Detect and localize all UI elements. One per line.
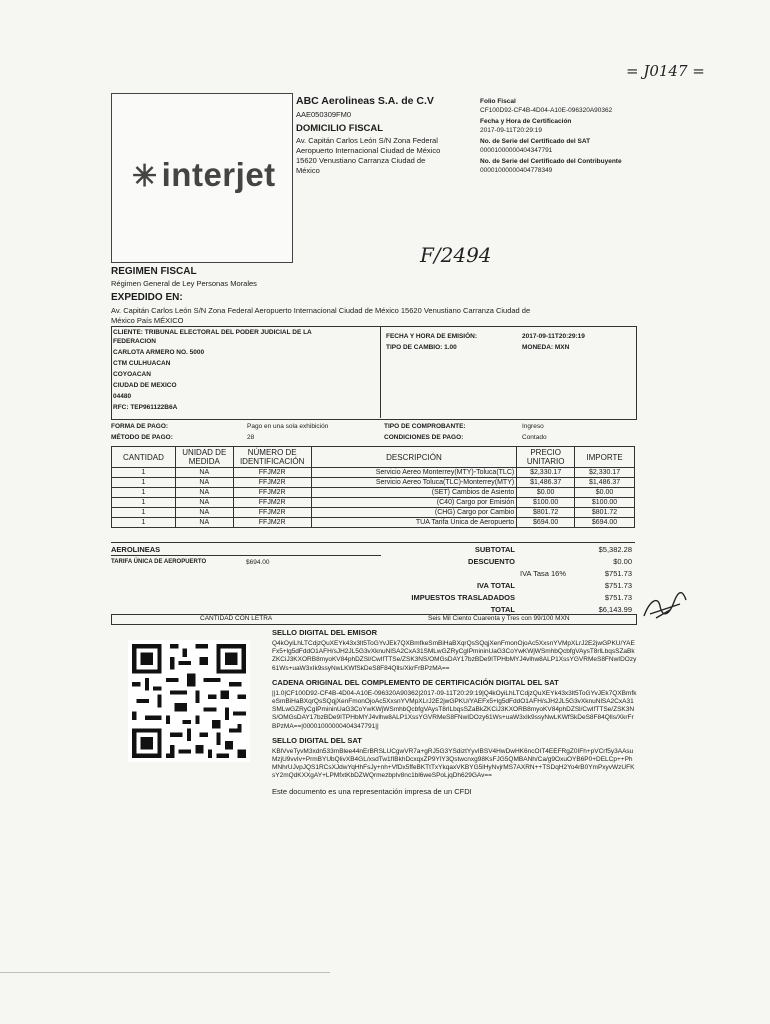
client-colony: CTM CULHUACAN [113, 360, 171, 367]
cell-unit: NA [175, 498, 233, 508]
cell-unit: NA [175, 518, 233, 528]
emission-date-label: FECHA Y HORA DE EMISIÓN: [386, 333, 478, 340]
discount-label: DESCUENTO [468, 557, 515, 566]
cell-amount: $694.00 [575, 518, 635, 528]
subtotal-label: SUBTOTAL [474, 545, 515, 554]
client-municipality: COYOACAN [113, 371, 151, 378]
cell-id: FFJM2R [233, 508, 311, 518]
logo-text: interjet [161, 156, 276, 193]
cell-quantity: 1 [112, 478, 176, 488]
payment-conditions-value: Contado [522, 434, 547, 441]
sat-seal-value: KBlVveTyvM3xdn533mBlee44nErBRSLUCgwVR7a+gRJ5G3YSdiztYyvIBSV4HwDwHK6ncOIT4EEFRgZ0IFh+pVCrf5y3AAsuMzjU9vvIv+PrmBYUbQlivXB4GL/xsdTw1fIBkhDcxqxZP9YlY3Qstwcnxg98KsFJG5QMBANh/Ca/g9OxuOYB6P0+DELCp++PhMNhrUJvpJQS1RCsXJdwYqHhFsJy+nh+VfDx5ffeBKTtTxYkqaxVKBYG5lHyNvjrMS7AXRN++TSDqH2Yo4rB0YmPxyvWzUFKsY2mQdKXXgAY+LPMfxtKbDZWQrmezbpIv8nc1bl6weSPoLjqDh629GAv== [272, 747, 635, 780]
address-line: México [296, 166, 320, 175]
payment-method-value: 28 [247, 434, 255, 441]
divider [111, 555, 381, 556]
regime-value: Régimen General de Ley Personas Morales [111, 279, 257, 288]
client-street: CARLOTA ARMERO NO. 5000 [113, 349, 205, 356]
regime-label: REGIMEN FISCAL [111, 266, 197, 277]
cell-quantity: 1 [112, 508, 176, 518]
iva-total-value: $751.73 [604, 581, 632, 590]
col-header-amount: IMPORTE [575, 447, 635, 468]
cell-id: FFJM2R [233, 468, 311, 478]
issued-at-label: EXPEDIDO EN: [111, 292, 183, 303]
cell-unit: NA [175, 478, 233, 488]
items-table [111, 446, 635, 528]
cell-amount: $801.72 [575, 508, 635, 518]
issuer-name: ABC Aerolineas S.A. de C.V [296, 95, 434, 107]
address-line: Aeropuerto Internacional Ciudad de México [296, 146, 441, 155]
cell-id: FFJM2R [233, 478, 311, 488]
qr-code-icon [128, 640, 250, 762]
cell-description: (C40) Cargo por Emisión [311, 498, 517, 508]
sat-serial-value: 00001000000404347791 [480, 147, 553, 154]
table-row [112, 478, 635, 488]
voucher-type-value: Ingreso [522, 423, 544, 430]
amount-words-value: Seis Mil Ciento Cuarenta y Tres con 99/100 MXN [428, 615, 570, 622]
taxpayer-serial-value: 00001000000404778349 [480, 167, 553, 174]
transferred-taxes-label: IMPUESTOS TRASLADADOS [411, 593, 515, 602]
table-row [112, 518, 635, 528]
issued-at-value [111, 306, 651, 326]
col-header-id: NÚMERO DE IDENTIFICACIÓN [233, 447, 311, 468]
cell-id: FFJM2R [233, 488, 311, 498]
signature-icon [640, 592, 690, 622]
cell-unit-price: $0.00 [517, 488, 575, 498]
handwritten-folio-note: F/2494 [420, 243, 492, 267]
payment-conditions-label: CONDICIONES DE PAGO: [384, 434, 464, 441]
folio-label: Folio Fiscal [480, 98, 516, 105]
cell-description: Servicio Aereo Monterrey(MTY)-Toluca(TLC) [311, 468, 517, 478]
table-row [112, 488, 635, 498]
issuer-rfc: AAE050309FM0 [296, 110, 352, 119]
cell-amount: $0.00 [575, 488, 635, 498]
discount-value: $0.00 [613, 557, 632, 566]
cell-unit-price: $2,330.17 [517, 468, 575, 478]
emitter-seal-label: SELLO DIGITAL DEL EMISOR [272, 628, 378, 637]
col-header-unit-price: PRECIO UNITARIO [517, 447, 575, 468]
col-header-unit: UNIDAD DE MEDIDA [175, 447, 233, 468]
emitter-seal-value: Q4kOyiLhLTCdjzQuXEYk43x3lt5ToGYvJEk7QXBmfkeSmBiHaBXqrQsSQqjXenFmonOjoAc5XxsnYVMpXLrJ2E2jwGPKU/YAEFx5+lg5dFddO1AFH/sJH2JL5G3vXknuNlSA2CxA31SMLwGZRyCgIPmininUaG3CoYwKWjWSmhbQcbfgVAysT8rlLbqsSZaBkZKCiJ3KXORB8myoKV84phDZSl/CwIfTTSe/ZSK3NS/OMGsDAY17bzBDe9ITPHbMYJ4vlhw8ALP1XssYGVRMeS8FNwIDOzy61Ws+uaW3xIk9ssyNwLKWfSkDeS8F84Qlls/XkrFrBPzMA== [272, 640, 637, 672]
cell-amount: $2,330.17 [575, 468, 635, 478]
cell-unit-price: $1,486.37 [517, 478, 575, 488]
cell-unit: NA [175, 508, 233, 518]
cell-unit-price: $694.00 [517, 518, 575, 528]
table-header-row [112, 447, 635, 468]
cell-unit: NA [175, 468, 233, 478]
exchange-rate: TIPO DE CAMBIO: 1.00 [386, 344, 457, 351]
client-rfc: RFC: TEP961122B6A [113, 404, 178, 411]
client-zip: 04480 [113, 393, 132, 400]
scan-edge-line [0, 972, 330, 973]
client-block [113, 328, 375, 412]
table-row [112, 468, 635, 478]
tua-label: TARIFA ÚNICA DE AEROPUERTO [111, 559, 207, 565]
cell-quantity: 1 [112, 468, 176, 478]
table-row [112, 508, 635, 518]
folio-value: CF100D92-CF4B-4D04-A10E-096320A90362 [480, 107, 613, 114]
payment-form-value: Pago en una sola exhibición [247, 423, 329, 430]
cell-amount: $100.00 [575, 498, 635, 508]
cert-date-value: 2017-09-11T20:29:19 [480, 127, 543, 134]
sat-serial-label: No. de Serie del Certificado del SAT [480, 138, 591, 145]
iva-rate-label: IVA Tasa 16% [520, 569, 567, 578]
address-line: Av. Capitán Carlos León S/N Zona Federal [296, 136, 438, 145]
client-name-cont: FEDERACION [113, 338, 156, 345]
domicile-label: DOMICILIO FISCAL [296, 123, 384, 134]
cell-description: (SET) Cambios de Asiento [311, 488, 517, 498]
currency: MONEDA: MXN [522, 344, 570, 351]
cell-unit-price: $100.00 [517, 498, 575, 508]
chain-value: ||1.0|CF100D92-CF4B-4D04-A10E-096320A90362|2017-09-11T20:29:19|Q4kOyiLhLTCdjzQuXEYk43x3lt5ToGYvJEk7QXBmfkeSmBiHaBXqrQsSQqjXenFmonOjoAc5XxsnYVMpXLrJ2E2jwGPKU/YAEFx5+lg5dFddO1AFH/sJH2JL5G3vXknuNlSA2CxA31SMLwGZRyCgIPmininUaG3CoYwKWjWSmhbQcbfgVAysT8rlLbqsSZaBkZKCiJ3KXORB8myoKV84phDZSl/CwIfTTSe/ZSK3NS/OMGsDAY17bzBDe9ITPHbMYJ4vlhw8ALP1XssYGVRMeS8FNwIDOzy61Ws+uaW3xIk9ssyNwLKWfSkDeS8F84Qlls/XkrFrBPzMA==|00001000000404347791|| [272, 689, 637, 730]
client-name: CLIENTE: TRIBUNAL ELECTORAL DEL PODER JUDICIAL DE LA [113, 329, 312, 336]
voucher-type-label: TIPO DE COMPROBANTE: [384, 423, 466, 430]
issuer-address [296, 136, 476, 176]
client-city: CIUDAD DE MEXICO [113, 382, 177, 389]
cell-id: FFJM2R [233, 518, 311, 528]
emission-date-value: 2017-09-11T20:29:19 [522, 333, 585, 340]
iva-total-label: IVA TOTAL [476, 581, 515, 590]
interjet-logo [132, 156, 276, 194]
payment-form-label: FORMA DE PAGO: [111, 423, 169, 430]
total-label: TOTAL [490, 605, 515, 614]
issuer-block [296, 95, 476, 176]
taxpayer-serial-label: No. de Serie del Certificado del Contribuyente [480, 158, 622, 165]
logo-box [111, 93, 293, 263]
cell-quantity: 1 [112, 488, 176, 498]
handwritten-page-number: = J0147 = [626, 62, 705, 80]
transferred-taxes-value: $751.73 [604, 593, 632, 602]
divider [111, 542, 635, 543]
cfdi-footer: Este documento es una representación impresa de un CFDI [272, 786, 472, 796]
divider [380, 326, 381, 418]
cert-date-label: Fecha y Hora de Certificación [480, 118, 572, 125]
address-line: 15620 Venustiano Carranza Ciudad de [296, 156, 426, 165]
subtotal-value: $5,382.28 [598, 545, 632, 554]
fiscal-info-block [480, 97, 660, 175]
col-header-description: DESCRIPCIÓN [311, 447, 517, 468]
cell-quantity: 1 [112, 498, 176, 508]
iva-rate-value: $751.73 [604, 569, 632, 578]
cell-quantity: 1 [112, 518, 176, 528]
cell-amount: $1,486.37 [575, 478, 635, 488]
star-icon: ✳ [132, 160, 158, 193]
table-row [112, 498, 635, 508]
payment-method-label: MÉTODO DE PAGO: [111, 434, 173, 441]
col-header-quantity: CANTIDAD [112, 447, 176, 468]
digital-seals [272, 628, 637, 797]
cell-id: FFJM2R [233, 498, 311, 508]
cell-unit: NA [175, 488, 233, 498]
cell-description: Servicio Aereo Toluca(TLC)-Monterrey(MTY) [311, 478, 517, 488]
airlines-label: AEROLINEAS [111, 545, 161, 554]
cell-unit-price: $801.72 [517, 508, 575, 518]
chain-label: CADENA ORIGINAL DEL COMPLEMENTO DE CERTIFICACIÓN DIGITAL DEL SAT [272, 677, 559, 687]
total-value: $6,143.99 [598, 605, 632, 614]
sat-seal-label: SELLO DIGITAL DEL SAT [272, 735, 362, 745]
cell-description: (CHG) Cargo por Cambio [311, 508, 517, 518]
tua-value: $694.00 [246, 559, 270, 566]
issued-at-line: México País MÉXICO [111, 316, 184, 325]
amount-words-label: CANTIDAD CON LETRA [200, 615, 273, 622]
issued-at-line: Av. Capitán Carlos León S/N Zona Federal Aeropuerto Internacional Ciudad de México 15620 Venustiano Carranza Ciudad de [111, 306, 531, 315]
cell-description: TUA Tarifa Única de Aeropuerto [311, 518, 517, 528]
